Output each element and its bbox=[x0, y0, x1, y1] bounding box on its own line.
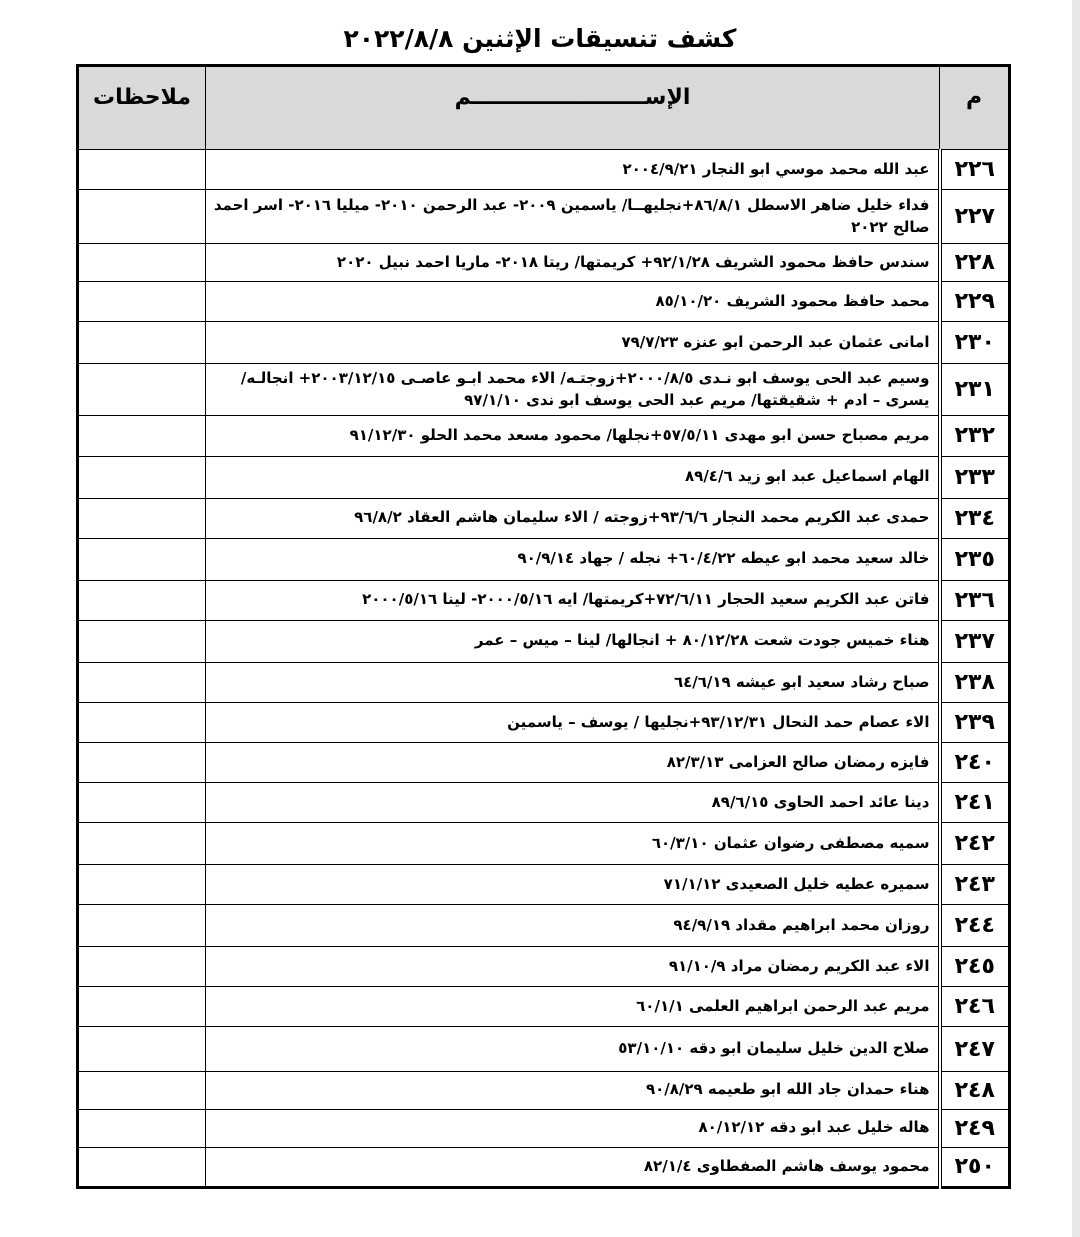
table-row bbox=[78, 244, 1010, 282]
table-row bbox=[78, 538, 1010, 580]
row-number: ٢٣١ bbox=[940, 364, 1010, 416]
row-name: سميره عطيه خليل الصعيدى ٧١/١/١٢ bbox=[206, 865, 940, 905]
row-name: هناء حمدان جاد الله ابو طعيمه ٩٠/٨/٢٩ bbox=[206, 1071, 940, 1109]
row-notes bbox=[78, 783, 206, 823]
row-number: ٢٢٨ bbox=[940, 244, 1010, 282]
row-number: ٢٣٤ bbox=[940, 498, 1010, 538]
row-name: فداء خليل ضاهر الاسطل ٨٦/٨/١+نجليهــا/ ياسمين ٢٠٠٩- عبد الرحمن ٢٠١٠- ميليا ٢٠١٦- اسر احمد صالح ٢٠٢٢ bbox=[206, 190, 940, 244]
row-name: عبد الله محمد موسي ابو النجار ٢٠٠٤/٩/٢١ bbox=[206, 150, 940, 190]
row-notes bbox=[78, 364, 206, 416]
row-notes bbox=[78, 580, 206, 620]
table-row bbox=[78, 1109, 1010, 1147]
table-row bbox=[78, 662, 1010, 702]
table-row bbox=[78, 282, 1010, 322]
table-row bbox=[78, 364, 1010, 416]
row-name: خالد سعيد محمد ابو عيطه ٦٠/٤/٢٢+ نجله / جهاد ٩٠/٩/١٤ bbox=[206, 538, 940, 580]
table-row bbox=[78, 947, 1010, 987]
row-notes bbox=[78, 190, 206, 244]
table-row bbox=[78, 905, 1010, 947]
row-number: ٢٤٣ bbox=[940, 865, 1010, 905]
row-name: صلاح الدين خليل سليمان ابو دقه ٥٣/١٠/١٠ bbox=[206, 1027, 940, 1071]
row-number: ٢٢٦ bbox=[940, 150, 1010, 190]
header-name: الإســـــــــــــــــــــــم bbox=[206, 66, 940, 150]
row-number: ٢٣٨ bbox=[940, 662, 1010, 702]
row-number: ٢٤٠ bbox=[940, 743, 1010, 783]
row-name: سندس حافظ محمود الشريف ٩٢/١/٢٨+ كريمتها/ ريتا ٢٠١٨- ماريا احمد نبيل ٢٠٢٠ bbox=[206, 244, 940, 282]
row-name: سميه مصطفى رضوان عثمان ٦٠/٣/١٠ bbox=[206, 823, 940, 865]
row-name: مريم مصباح حسن ابو مهدى ٥٧/٥/١١+نجلها/ محمود مسعد محمد الحلو ٩١/١٢/٣٠ bbox=[206, 416, 940, 456]
table-row bbox=[78, 987, 1010, 1027]
row-notes bbox=[78, 416, 206, 456]
row-notes bbox=[78, 947, 206, 987]
header-row bbox=[78, 66, 1010, 150]
row-number: ٢٣٣ bbox=[940, 456, 1010, 498]
row-notes bbox=[78, 1071, 206, 1109]
row-notes bbox=[78, 322, 206, 364]
header-number: م bbox=[940, 66, 1010, 150]
row-name: دينا عائد احمد الحاوى ٨٩/٦/١٥ bbox=[206, 783, 940, 823]
row-name: هناء خميس جودت شعت ٨٠/١٢/٢٨ + انجالها/ لينا – ميس – عمر bbox=[206, 620, 940, 662]
row-name: الاء عصام حمد النحال ٩٣/١٢/٣١+نجليها / يوسف – ياسمين bbox=[206, 702, 940, 742]
row-notes bbox=[78, 244, 206, 282]
row-name: فاتن عبد الكريم سعيد الحجار ٧٢/٦/١١+كريمتها/ ايه ٢٠٠٠/٥/١٦- لينا ٢٠٠٠/٥/١٦ bbox=[206, 580, 940, 620]
row-notes bbox=[78, 282, 206, 322]
row-notes bbox=[78, 498, 206, 538]
row-name: هاله خليل عبد ابو دقه ٨٠/١٢/١٢ bbox=[206, 1109, 940, 1147]
row-notes bbox=[78, 702, 206, 742]
table-row bbox=[78, 322, 1010, 364]
row-name: فايزه رمضان صالح العزامى ٨٢/٣/١٣ bbox=[206, 743, 940, 783]
row-number: ٢٤٥ bbox=[940, 947, 1010, 987]
row-notes bbox=[78, 620, 206, 662]
table-row bbox=[78, 498, 1010, 538]
row-notes bbox=[78, 743, 206, 783]
row-name: حمدى عبد الكريم محمد النجار ٩٣/٦/٦+زوجته / الاء سليمان هاشم العقاد ٩٦/٨/٢ bbox=[206, 498, 940, 538]
table-row bbox=[78, 150, 1010, 190]
row-number: ٢٤٤ bbox=[940, 905, 1010, 947]
row-number: ٢٣٦ bbox=[940, 580, 1010, 620]
row-notes bbox=[78, 150, 206, 190]
table-row bbox=[78, 1071, 1010, 1109]
table-row bbox=[78, 190, 1010, 244]
row-notes bbox=[78, 823, 206, 865]
row-number: ٢٣٧ bbox=[940, 620, 1010, 662]
table-row bbox=[78, 743, 1010, 783]
table-row bbox=[78, 580, 1010, 620]
row-name: محمود يوسف هاشم الصفطاوى ٨٢/١/٤ bbox=[206, 1147, 940, 1187]
row-notes bbox=[78, 987, 206, 1027]
table-row bbox=[78, 620, 1010, 662]
row-name: روزان محمد ابراهيم مقداد ٩٤/٩/١٩ bbox=[206, 905, 940, 947]
row-number: ٢٤٨ bbox=[940, 1071, 1010, 1109]
table-row bbox=[78, 456, 1010, 498]
row-number: ٢٥٠ bbox=[940, 1147, 1010, 1187]
row-number: ٢٢٧ bbox=[940, 190, 1010, 244]
row-number: ٢٤١ bbox=[940, 783, 1010, 823]
row-number: ٢٤٧ bbox=[940, 1027, 1010, 1071]
row-notes bbox=[78, 865, 206, 905]
row-name: الاء عبد الكريم رمضان مراد ٩١/١٠/٩ bbox=[206, 947, 940, 987]
table-row bbox=[78, 865, 1010, 905]
row-notes bbox=[78, 1027, 206, 1071]
row-name: امانى عثمان عبد الرحمن ابو عنزه ٧٩/٧/٢٣ bbox=[206, 322, 940, 364]
header-notes: ملاحظات bbox=[78, 66, 206, 150]
row-name: مريم عبد الرحمن ابراهيم العلمى ٦٠/١/١ bbox=[206, 987, 940, 1027]
row-number: ٢٢٩ bbox=[940, 282, 1010, 322]
table-row bbox=[78, 1147, 1010, 1187]
roster-table bbox=[76, 64, 1011, 1189]
row-name: صباح رشاد سعيد ابو عيشه ٦٤/٦/١٩ bbox=[206, 662, 940, 702]
row-name: وسيم عبد الحى يوسف ابو نـدى ٢٠٠٠/٨/٥+زوجتـه/ الاء محمد ابـو عاصـى ٢٠٠٣/١٢/١٥+ انجالـه/ يسرى – ادم + شقيقتها/ مريم عبد الحى يوسف ابو ندى ٩٧/١/١٠ bbox=[206, 364, 940, 416]
row-number: ٢٣٥ bbox=[940, 538, 1010, 580]
page-title: كشف تنسيقات الإثنين ٢٠٢٢/٨/٨ bbox=[343, 24, 737, 53]
row-name: الهام اسماعيل عبد ابو زيد ٨٩/٤/٦ bbox=[206, 456, 940, 498]
row-notes bbox=[78, 538, 206, 580]
row-notes bbox=[78, 662, 206, 702]
row-name: محمد حافظ محمود الشريف ٨٥/١٠/٢٠ bbox=[206, 282, 940, 322]
table-row bbox=[78, 1027, 1010, 1071]
row-notes bbox=[78, 905, 206, 947]
row-number: ٢٣٢ bbox=[940, 416, 1010, 456]
table-row bbox=[78, 416, 1010, 456]
table-row bbox=[78, 783, 1010, 823]
row-number: ٢٣٩ bbox=[940, 702, 1010, 742]
table-row bbox=[78, 702, 1010, 742]
row-number: ٢٤٢ bbox=[940, 823, 1010, 865]
row-notes bbox=[78, 1109, 206, 1147]
page-edge bbox=[1072, 0, 1080, 1237]
row-number: ٢٣٠ bbox=[940, 322, 1010, 364]
table-row bbox=[78, 823, 1010, 865]
row-notes bbox=[78, 1147, 206, 1187]
row-number: ٢٤٦ bbox=[940, 987, 1010, 1027]
row-number: ٢٤٩ bbox=[940, 1109, 1010, 1147]
row-notes bbox=[78, 456, 206, 498]
